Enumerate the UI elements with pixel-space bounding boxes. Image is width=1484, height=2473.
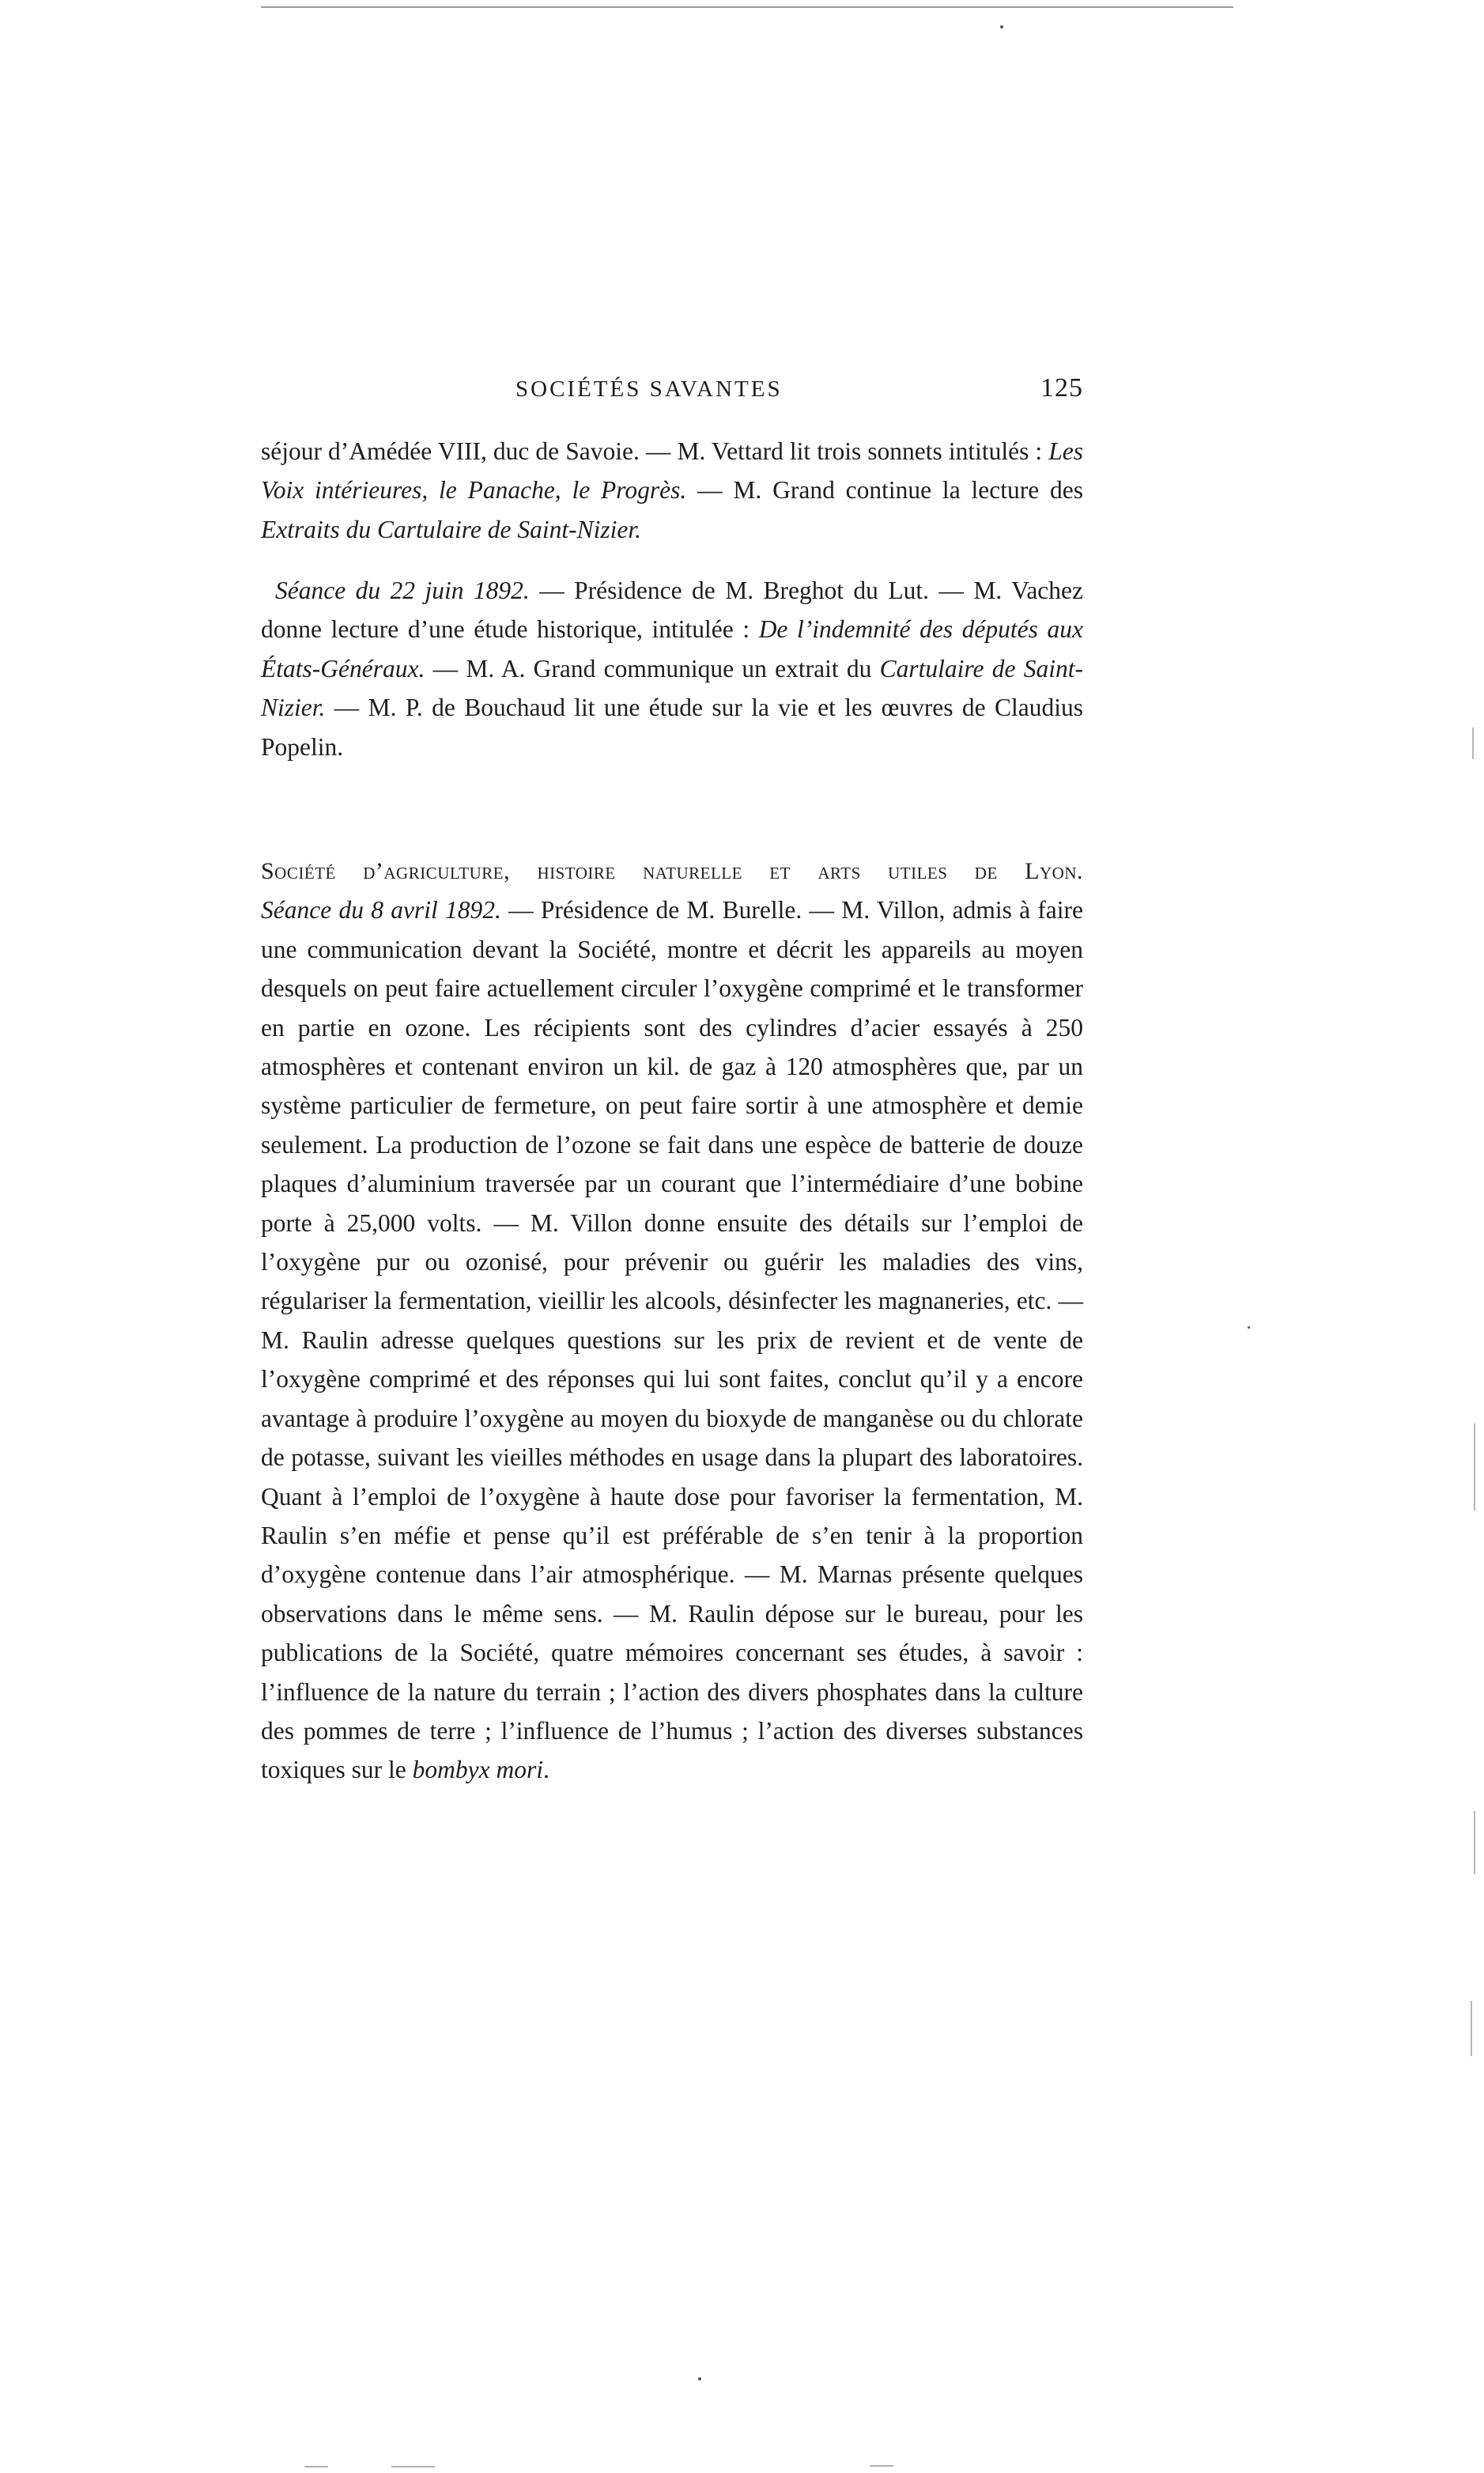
- right-edge-mark: [1474, 1811, 1475, 1874]
- running-head: [261, 372, 1083, 419]
- text-run: — M. Grand continue la lecture des: [686, 476, 1083, 505]
- bottom-edge-mark: [304, 2466, 328, 2467]
- text-run: — Présidence de M. Burelle. — M. Villon, admis à faire une communication devant la Société, montre et décrit les appareils au moyen desquels on peut faire actuellement circuler l’oxygène comprimé et le transformer en partie en ozone. Les récipients sont des cylindres d’acier essayés à 250 atmosphères et contenant environ un kil. de gaz à 120 atmosphères que, par un système particulier de fermeture, on peut faire sortir à une atmosphère et demie seulement. La production de l’ozone se fait dans une espèce de batterie de douze plaques d’aluminium traversée par un courant que l’intermédiaire d’une bobine porte à 25,000 volts. — M. Villon donne ensuite des détails sur l’emploi de l’oxygène pur ou ozonisé, pour prévenir ou guérir les maladies des vins, régulariser la fermentation, vieillir les alcools, désinfecter les magnaneries, etc. — M. Raulin adresse quelques questions sur les prix de revient et de vente de l’oxygène comprimé et des réponses qui lui sont faites, conclut qu’il y a encore avantage à produire l’oxygène au moyen du bioxyde de manganèse ou du chlorate de potasse, suivant les vieilles méthodes en usage dans la plupart des laboratoires. Quant à l’emploi de l’oxygène à haute dose pour favoriser la fermentation, M. Raulin s’en méfie et pense qu’il est préférable de s’en tenir à la proportion d’oxygène contenue dans l’air atmosphérique. — M. Marnas présente quelques observations dans le même sens. — M. Raulin dépose sur le bureau, pour les publications de la Société, quatre mémoires concernant ses études, à savoir : l’influence de la nature du terrain ; l’action des divers phosphates dans la culture des pommes de terre ; l’influence de l’humus ; l’action des diverses substances toxiques sur le: [261, 896, 1084, 1784]
- paragraph: [261, 571, 1083, 766]
- society-heading: Société d’agriculture, histoire naturelle et arts utiles de Lyon.: [261, 858, 1083, 884]
- running-title: SOCIÉTÉS SAVANTES: [515, 376, 783, 402]
- paragraph: [261, 432, 1083, 549]
- paragraph-continuation: [261, 432, 1083, 549]
- page-number: 125: [1040, 373, 1083, 403]
- text-run: .: [542, 1756, 549, 1784]
- paragraph: [261, 891, 1083, 1789]
- right-edge-mark: [1471, 2001, 1472, 2056]
- scan-speck: [1248, 1326, 1250, 1329]
- scan-speck: [698, 2377, 701, 2380]
- right-edge-mark: [1472, 728, 1474, 759]
- right-edge-mark: [1474, 1424, 1475, 1511]
- top-edge-rule: [261, 6, 1233, 8]
- text-run: — M. A. Grand communique un extrait du: [425, 654, 880, 683]
- italic-title: Cartulaire de Saint-Nizier.: [261, 654, 1083, 722]
- italic-title: Les Voix intérieures, le Panache, le Progrès.: [261, 437, 1083, 505]
- text-run: séjour d’Amédée VIII, duc de Savoie. — M. Vettard lit trois sonnets intitulés :: [261, 437, 1049, 465]
- session-date: Séance du 8 avril 1892.: [261, 896, 501, 925]
- italic-term: bombyx mori: [412, 1756, 543, 1784]
- scan-speck: [1000, 25, 1003, 28]
- session-paragraph: [261, 571, 1083, 766]
- bottom-edge-mark: [391, 2466, 435, 2467]
- session-date: Séance du 22 juin 1892.: [275, 577, 530, 604]
- text-run: — M. P. de Bouchaud lit une étude sur la vie et les œuvres de Claudius Popelin.: [261, 694, 1083, 761]
- bottom-edge-mark: [870, 2465, 893, 2467]
- society-section: [261, 852, 1083, 1790]
- italic-title: De l’indemnité des députés aux États-Généraux.: [261, 615, 1083, 683]
- text-run: — Présidence de M. Breghot du Lut. — M. Vachez donne lecture d’une étude historique, intitulée :: [261, 577, 1083, 644]
- italic-title: Extraits du Cartulaire de Saint-Nizier.: [261, 515, 641, 543]
